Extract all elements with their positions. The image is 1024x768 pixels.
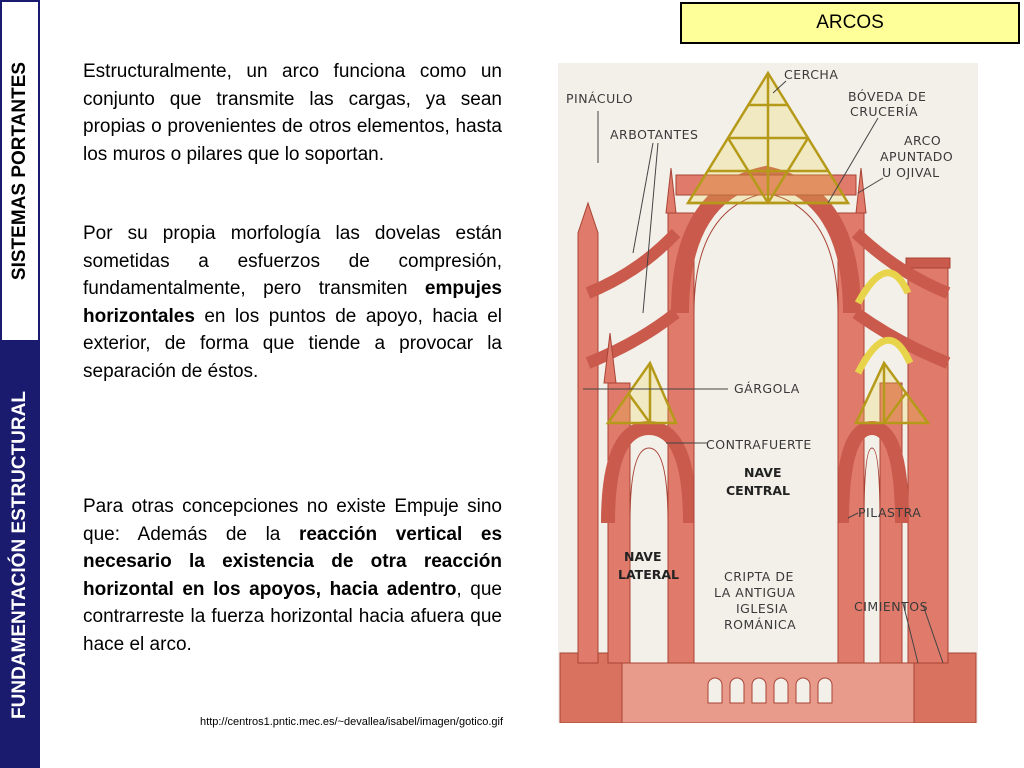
source-url: http://centros1.pntic.mec.es/~devallea/isabel/imagen/gotico.gif — [200, 716, 503, 728]
paragraph-reaccion-text-c: , que contrarreste la fuerza horizontal hacia afuera que hace el arco. — [83, 578, 502, 655]
label-contrafuerte: CONTRAFUERTE — [706, 437, 812, 452]
paragraph-dovelas-emphasis: empujes horizontales — [83, 278, 502, 327]
sidebar-label-fundamentacion: FUNDAMENTACIÓN ESTRUCTURAL — [9, 391, 30, 719]
label-pinaculo: PINÁCULO — [566, 91, 634, 106]
label-nave-central-2: CENTRAL — [726, 483, 790, 498]
label-cercha: CERCHA — [784, 67, 839, 82]
paragraph-reaccion-emphasis: reacción vertical es necesario la existencia de otra reacción horizontal en los apoyos, hacia adentro — [83, 523, 503, 600]
label-nave-lateral-2: LATERAL — [618, 567, 679, 582]
slide-title — [680, 2, 1020, 44]
label-gargola: GÁRGOLA — [734, 381, 800, 396]
label-arco-1: ARCO — [904, 133, 942, 148]
label-cripta-3: IGLESIA — [736, 601, 788, 616]
paragraph-dovelas — [83, 220, 502, 385]
label-nave-lateral-1: NAVE — [624, 549, 662, 564]
gothic-cathedral-section-illustration — [558, 63, 978, 723]
paragraph-reaccion — [83, 493, 502, 658]
paragraph-dovelas-text-c: en los puntos de apoyo, hacia el exterior, de forma que tiende a provocar la separación de éstos. — [83, 305, 502, 382]
slide-title-text: ARCOS — [816, 12, 884, 33]
label-boveda-2: CRUCERÍA — [850, 104, 919, 119]
label-cimientos: CIMIENTOS — [854, 599, 929, 614]
label-arco-2: APUNTADO — [880, 149, 954, 164]
label-arco-3: U OJIVAL — [882, 165, 940, 180]
paragraph-definition: Estructuralmente, un arco funciona como un conjunto que transmite las cargas, ya sean propias o provenientes de otros elementos, hasta los muros o pilares que lo soportan. — [83, 61, 502, 165]
label-cripta-2: LA ANTIGUA — [714, 585, 796, 600]
sidebar-section-sistemas-portantes — [0, 0, 40, 342]
paragraph-reaccion-text-a: Para otras concepciones no existe Empuje sino que: Además de la — [83, 496, 502, 545]
label-cripta-4: ROMÁNICA — [724, 617, 797, 632]
label-nave-central-1: NAVE — [744, 465, 782, 480]
label-pilastra: PILASTRA — [858, 505, 922, 520]
label-boveda-1: BÓVEDA DE — [848, 89, 927, 104]
paragraph-dovelas-text-a: Por su propia morfología las dovelas están sometidas a esfuerzos de compresión, fundamentalmente, pero transmiten — [83, 223, 502, 299]
label-arbotantes: ARBOTANTES — [610, 127, 699, 142]
sidebar-section-fundamentacion — [0, 342, 40, 768]
sidebar-label-sistemas-portantes: SISTEMAS PORTANTES — [9, 61, 30, 281]
label-cripta-1: CRIPTA DE — [724, 569, 794, 584]
